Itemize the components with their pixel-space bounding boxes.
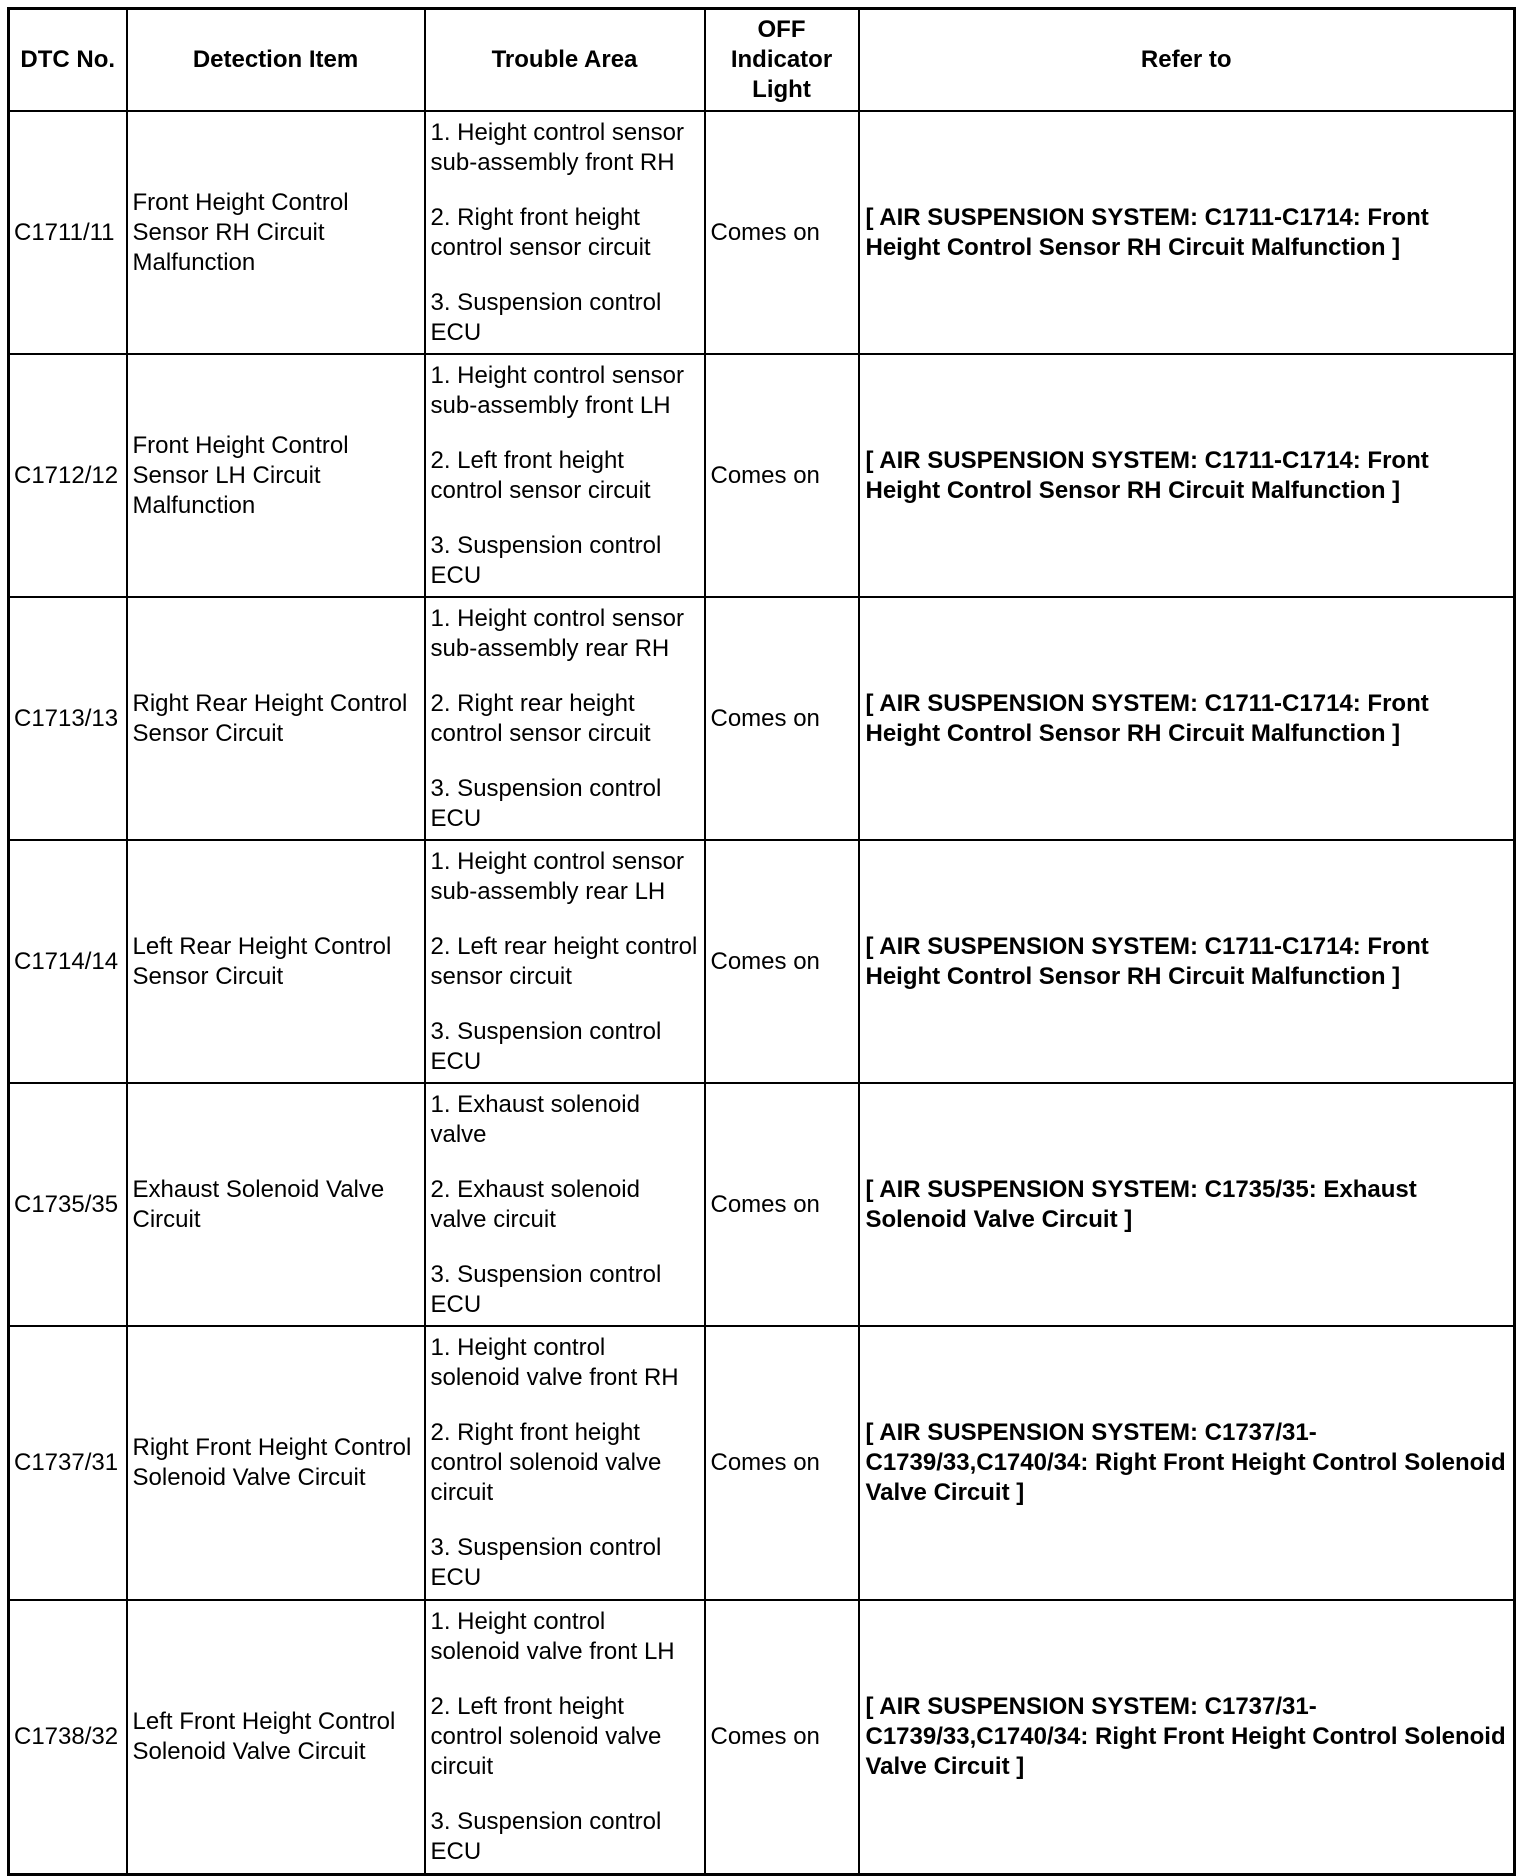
trouble-area-item: 2. Left rear height control sensor circuit bbox=[430, 932, 698, 990]
refer-to-link[interactable]: [ AIR SUSPENSION SYSTEM: C1711-C1714: Front Height Control Sensor RH Circuit Malfunction ] bbox=[859, 111, 1515, 354]
off-indicator-light: Comes on bbox=[705, 1326, 859, 1600]
table-row bbox=[9, 1326, 1515, 1600]
trouble-area bbox=[425, 597, 705, 840]
detection-item: Right Front Height Control Solenoid Valve Circuit bbox=[127, 1326, 425, 1600]
refer-to-link[interactable]: [ AIR SUSPENSION SYSTEM: C1711-C1714: Front Height Control Sensor RH Circuit Malfunction ] bbox=[859, 840, 1515, 1083]
trouble-area-item: 2. Left front height control sensor circuit bbox=[430, 446, 651, 504]
refer-to-link[interactable]: [ AIR SUSPENSION SYSTEM: C1735/35: Exhaust Solenoid Valve Circuit ] bbox=[859, 1083, 1515, 1326]
trouble-area-item: 3. Suspension control ECU bbox=[430, 531, 662, 589]
refer-to-link[interactable]: [ AIR SUSPENSION SYSTEM: C1737/31-C1739/33,C1740/34: Right Front Height Control Solenoid Valve Circuit ] bbox=[859, 1600, 1515, 1874]
refer-to-link[interactable]: [ AIR SUSPENSION SYSTEM: C1711-C1714: Front Height Control Sensor RH Circuit Malfunction ] bbox=[859, 597, 1515, 840]
dtc-code: C1711/11 bbox=[9, 111, 127, 354]
trouble-area bbox=[425, 1083, 705, 1326]
dtc-table bbox=[7, 7, 1516, 1876]
trouble-area-item: 2. Right front height control solenoid valve circuit bbox=[430, 1419, 662, 1506]
dtc-code: C1737/31 bbox=[9, 1326, 127, 1600]
detection-item: Left Rear Height Control Sensor Circuit bbox=[127, 840, 425, 1083]
table-header bbox=[9, 9, 1515, 112]
header-dtc-no: DTC No. bbox=[9, 9, 127, 112]
off-indicator-light: Comes on bbox=[705, 111, 859, 354]
trouble-area-item: 2. Right front height control sensor circuit bbox=[430, 203, 651, 261]
dtc-code: C1714/14 bbox=[9, 840, 127, 1083]
trouble-area-item: 2. Exhaust solenoid valve circuit bbox=[430, 1175, 640, 1233]
table-row bbox=[9, 597, 1515, 840]
off-indicator-light: Comes on bbox=[705, 1083, 859, 1326]
detection-item: Right Rear Height Control Sensor Circuit bbox=[127, 597, 425, 840]
detection-item: Front Height Control Sensor RH Circuit Malfunction bbox=[127, 111, 425, 354]
detection-item: Left Front Height Control Solenoid Valve Circuit bbox=[127, 1600, 425, 1874]
refer-to-link[interactable]: [ AIR SUSPENSION SYSTEM: C1711-C1714: Front Height Control Sensor RH Circuit Malfunction ] bbox=[859, 354, 1515, 597]
off-indicator-light: Comes on bbox=[705, 1600, 859, 1874]
trouble-area-item: 2. Right rear height control sensor circuit bbox=[430, 689, 651, 747]
trouble-area bbox=[425, 111, 705, 354]
detection-item: Front Height Control Sensor LH Circuit Malfunction bbox=[127, 354, 425, 597]
trouble-area bbox=[425, 840, 705, 1083]
off-indicator-light: Comes on bbox=[705, 597, 859, 840]
trouble-area-item: 2. Left front height control solenoid valve circuit bbox=[430, 1692, 662, 1780]
detection-item: Exhaust Solenoid Valve Circuit bbox=[127, 1083, 425, 1326]
refer-to-link[interactable]: [ AIR SUSPENSION SYSTEM: C1737/31-C1739/33,C1740/34: Right Front Height Control Solenoid Valve Circuit ] bbox=[859, 1326, 1515, 1600]
trouble-area-item: 1. Height control solenoid valve front RH bbox=[430, 1334, 679, 1391]
table-row bbox=[9, 1600, 1515, 1874]
trouble-area bbox=[425, 1600, 705, 1874]
table-row bbox=[9, 1083, 1515, 1326]
header-row bbox=[9, 9, 1515, 112]
trouble-area-item: 3. Suspension control ECU bbox=[430, 774, 662, 832]
trouble-area-item: 1. Height control sensor sub-assembly rear LH bbox=[430, 847, 684, 905]
trouble-area-item: 1. Height control sensor sub-assembly rear RH bbox=[430, 604, 684, 662]
trouble-area bbox=[425, 354, 705, 597]
table-row bbox=[9, 354, 1515, 597]
table-row bbox=[9, 840, 1515, 1083]
trouble-area-item: 3. Suspension control ECU bbox=[430, 1807, 662, 1865]
trouble-area-item: 3. Suspension control ECU bbox=[430, 1534, 662, 1591]
trouble-area-item: 3. Suspension control ECU bbox=[430, 1260, 662, 1318]
table-row bbox=[9, 111, 1515, 354]
trouble-area-item: 1. Height control sensor sub-assembly front LH bbox=[430, 361, 684, 419]
dtc-code: C1735/35 bbox=[9, 1083, 127, 1326]
dtc-code: C1738/32 bbox=[9, 1600, 127, 1874]
header-refer-to: Refer to bbox=[859, 9, 1515, 112]
off-indicator-light: Comes on bbox=[705, 354, 859, 597]
off-indicator-light: Comes on bbox=[705, 840, 859, 1083]
trouble-area-item: 3. Suspension control ECU bbox=[430, 1017, 662, 1075]
header-off-indicator-light: OFF Indicator Light bbox=[705, 9, 859, 112]
table-body bbox=[9, 111, 1515, 1874]
header-trouble-area: Trouble Area bbox=[425, 9, 705, 112]
trouble-area-item: 1. Height control solenoid valve front LH bbox=[430, 1607, 675, 1665]
trouble-area-item: 3. Suspension control ECU bbox=[430, 288, 662, 346]
trouble-area bbox=[425, 1326, 705, 1600]
dtc-code: C1712/12 bbox=[9, 354, 127, 597]
trouble-area-item: 1. Height control sensor sub-assembly front RH bbox=[430, 118, 684, 176]
header-detection-item: Detection Item bbox=[127, 9, 425, 112]
dtc-code: C1713/13 bbox=[9, 597, 127, 840]
trouble-area-item: 1. Exhaust solenoid valve bbox=[430, 1090, 640, 1148]
